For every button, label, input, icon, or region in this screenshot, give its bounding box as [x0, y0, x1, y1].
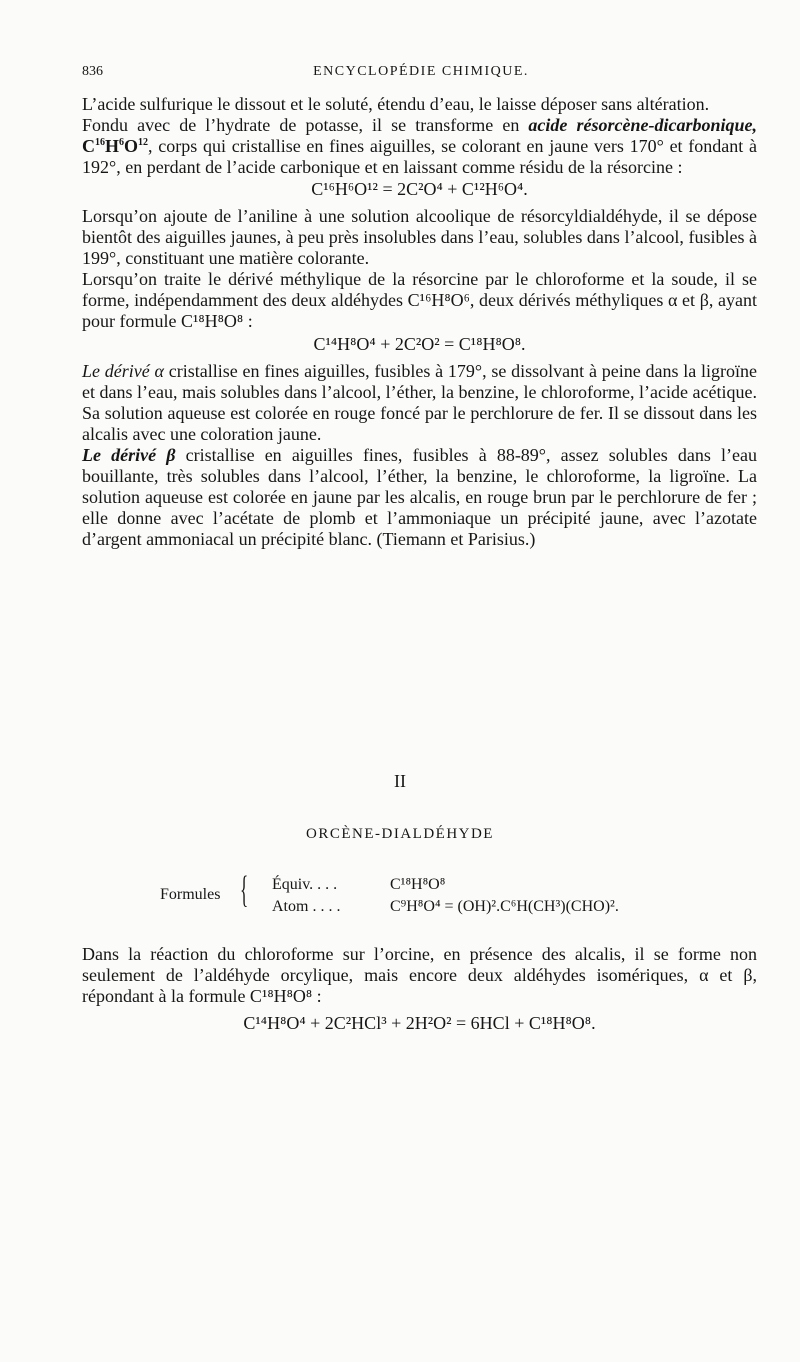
equiv-value: C¹⁸H⁸O⁸ — [390, 876, 446, 893]
paragraph-methyl-derivative: Lorsqu’on traite le dérivé méthylique de la résorcine par le chloroforme et la soude, il se forme, indépendamment des deux aldéhydes C¹⁶H⁸O⁶, deux dérivés méthyliques α et β, ayant pour formule C¹⁸H⁸O⁸ : — [82, 269, 757, 331]
equation-orcine: C¹⁴H⁸O⁴ + 2C²HCl³ + 2H²O² = 6HCl + C¹⁸H⁸O⁸. — [243, 1013, 596, 1033]
brace-icon: { — [240, 869, 249, 911]
beta-label: Le dérivé β — [82, 445, 176, 465]
paragraph-beta-derivative — [82, 445, 757, 550]
paragraph-alpha-derivative — [82, 361, 757, 445]
formula-sup: 12 — [138, 137, 149, 148]
formula-row-atom — [272, 898, 619, 916]
paragraph-orcine-reaction: Dans la réaction du chloroforme sur l’orcine, en présence des alcalis, il se forme non seulement de l’aldéhyde orcylique, mais encore deux aldéhydes isomériques, α et β, répondant à la formule C¹⁸H⁸O⁸ : — [82, 944, 757, 1006]
paragraph-potash-fusion — [82, 115, 757, 178]
section-title: ORCÈNE-DIALDÉHYDE — [306, 826, 494, 842]
paragraph-aniline: Lorsqu’on ajoute de l’aniline à une solution alcoolique de résorcyldialdéhyde, il se dépose bientôt des aiguilles jaunes, à peu près insolubles dans l’eau, solubles dans l’alcool, fusibles à 199°, constituant une matière colorante. — [82, 206, 757, 268]
formula-h: H — [105, 136, 120, 156]
formula-fragment — [82, 136, 148, 156]
main-text-continued — [82, 944, 757, 1034]
alpha-label: Le dérivé α — [82, 361, 164, 381]
text-fragment: Fondu avec de l’hydrate de potasse, il se transforme en — [82, 115, 529, 135]
equiv-label: Équiv. . . . — [272, 876, 338, 893]
atom-label: Atom . . . . — [272, 898, 341, 915]
formula-o: O — [124, 136, 139, 156]
formula-c: C — [82, 136, 95, 156]
formula-row-equiv — [272, 876, 445, 894]
compound-name-italic: acide résorcène-dicarbonique, — [528, 115, 757, 135]
beta-text: cristallise en aiguilles fines, fusibles à 88-89°, assez solubles dans l’eau bouillante, très solubles dans l’alcool, l’éther, la benzine, le chloroforme, la ligroïne. La solution aqueuse est colorée en jaune par les alcalis, en rouge brun par le perchlorure de fer ; elle donne avec l’acétate de plomb et l’ammoniaque un précipité jaune, avec l’azotate d’argent ammoniacal un précipité blanc. (Tiemann et Parisius.) — [82, 445, 757, 549]
formulas-block — [160, 866, 760, 930]
running-title: ENCYCLOPÉDIE CHIMIQUE. — [313, 64, 529, 79]
formula-sup: 6 — [119, 137, 125, 148]
page-header — [82, 64, 760, 86]
equation-decarboxylation: C¹⁶H⁶O¹² = 2C²O⁴ + C¹²H⁶O⁴. — [311, 179, 528, 199]
page-number: 836 — [82, 64, 103, 79]
formula-sup: 16 — [95, 137, 105, 148]
alpha-text: cristallise en fines aiguilles, fusibles à 179°, se dissolvant à peine dans la ligroïne et dans l’eau, mais solubles dans l’alcool, l’éther, la benzine, le chloroforme, l’acide acétique. Sa solution aqueuse est colorée en rouge foncé par le perchlorure de fer. Il se dissout dans les alcalis avec une coloration jaune. — [82, 361, 758, 444]
formulas-label: Formules — [160, 886, 221, 903]
section-number: II — [394, 771, 406, 791]
equation-methyl: C¹⁴H⁸O⁴ + 2C²O² = C¹⁸H⁸O⁸. — [313, 334, 526, 354]
atom-value: C⁹H⁸O⁴ = (OH)².C⁶H(CH³)(CHO)². — [390, 898, 619, 915]
paragraph-sulfuric-acid: L’acide sulfurique le dissout et le soluté, étendu d’eau, le laisse déposer sans altération. — [82, 94, 710, 114]
main-text — [82, 94, 757, 550]
text-fragment: , corps qui cristallise en fines aiguilles, se colorant en jaune vers 170° et fondant à 192°, en perdant de l’acide carbonique et en laissant comme résidu de la résorcine : — [82, 136, 757, 177]
